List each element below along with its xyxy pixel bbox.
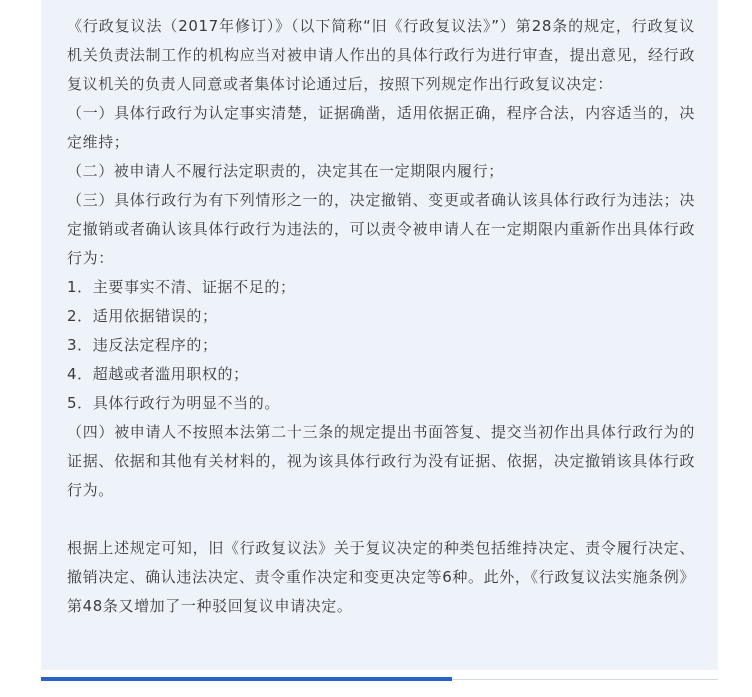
article-paragraph: （一）具体行政行为认定事实清楚，证据确凿，适用依据正确，程序合法，内容适当的，决定维持； xyxy=(67,104,695,151)
article-list-item: 3．违反法定程序的； xyxy=(67,336,218,354)
article-paragraph: （三）具体行政行为有下列情形之一的，决定撤销、变更或者确认该具体行政行为违法；决定撤销或者确认该具体行政行为违法的，可以责令被申请人在一定期限内重新作出具体行政行为： xyxy=(67,191,695,267)
article-conclusion: 根据上述规定可知，旧《行政复议法》关于复议决定的种类包括维持决定、责令履行决定、撤销决定、确认违法决定、责令重作决定和变更决定等6种。此外，《行政复议法实施条例》第48条又增加了一种驳回复议申请决定。 xyxy=(67,539,695,615)
article-paragraph: （四）被申请人不按照本法第二十三条的规定提出书面答复、提交当初作出具体行政行为的证据、依据和其他有关材料的，视为该具体行政行为没有证据、依据，决定撤销该具体行政行为。 xyxy=(67,423,695,499)
article-body xyxy=(67,12,695,621)
article-list-item: 2．适用依据错误的； xyxy=(67,307,218,325)
article-list-item: 4．超越或者滥用职权的； xyxy=(67,365,249,383)
article-list-item: 5．具体行政行为明显不当的。 xyxy=(67,394,280,412)
article-list-item: 1．主要事实不清、证据不足的； xyxy=(67,278,296,296)
footer-accent-bar xyxy=(41,677,452,681)
article-paragraph: 《行政复议法（2017年修订）》（以下简称“旧《行政复议法》”）第28条的规定，行政复议机关负责法制工作的机构应当对被申请人作出的具体行政行为进行审查，提出意见，经行政复议机关的负责人同意或者集体讨论通过后，按照下列规定作出行政复议决定： xyxy=(67,17,695,93)
article-paragraph: （二）被申请人不履行法定职责的，决定其在一定期限内履行； xyxy=(67,162,504,180)
paragraph-spacer xyxy=(67,505,695,534)
